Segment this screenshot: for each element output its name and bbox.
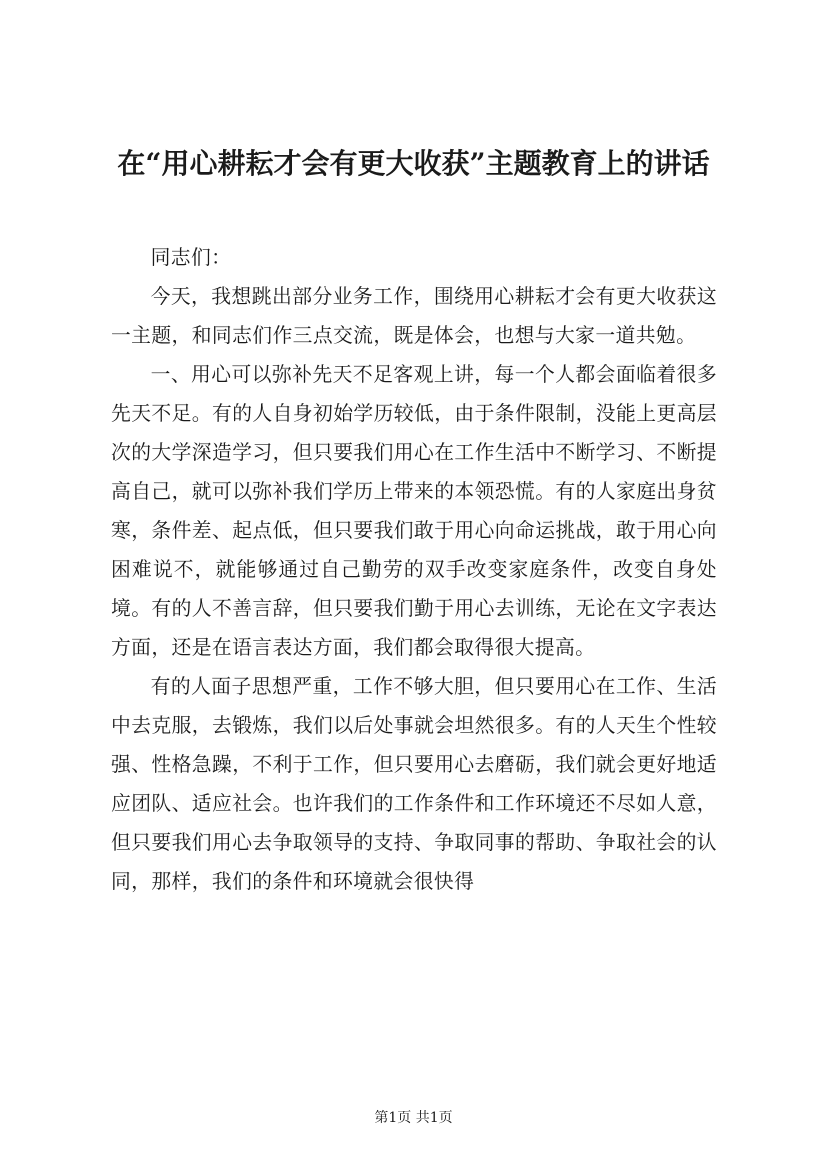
salutation-paragraph: 同志们： xyxy=(150,246,232,269)
page-number-footer: 第1页 共1页 xyxy=(374,1110,453,1126)
section-one-paragraph: 一、用心可以弥补先天不足客观上讲，每一个人都会面临着很多先天不足。有的人自身初始学历较低，由于条件限制，没能上更高层次的大学深造学习，但只要我们用心在工作生活中不断学习、不断提高自己，就可以弥补我们学历上带来的本领恐慌。有的人家庭出身贫寒，条件差、起点低，但只要我们敢于用心向命运挑战，敢于用心向困难说不，就能够通过自己勤劳的双手改变家庭条件，改变自身处境。有的人不善言辞，但只要我们勤于用心去训练，无论在文字表达方面，还是在语言表达方面，我们都会取得很大提高。 xyxy=(111,363,717,659)
document-body xyxy=(111,238,717,901)
section-one-continued-paragraph: 有的人面子思想严重，工作不够大胆，但只要用心在工作、生活中去克服，去锻炼，我们以后处事就会坦然很多。有的人天生个性较强、性格急躁，不利于工作，但只要用心去磨砺，我们就会更好地适应团队、适应社会。也许我们的工作条件和工作环境还不尽如人意，但只要我们用心去争取领导的支持、争取同事的帮助、争取社会的认同，那样，我们的条件和环境就会很快得 xyxy=(111,675,717,893)
intro-paragraph: 今天，我想跳出部分业务工作，围绕用心耕耘才会有更大收获这一主题，和同志们作三点交流，既是体会，也想与大家一道共勉。 xyxy=(111,285,717,347)
document-title: 在“用心耕耘才会有更大收获”主题教育上的讲话 xyxy=(117,147,710,180)
